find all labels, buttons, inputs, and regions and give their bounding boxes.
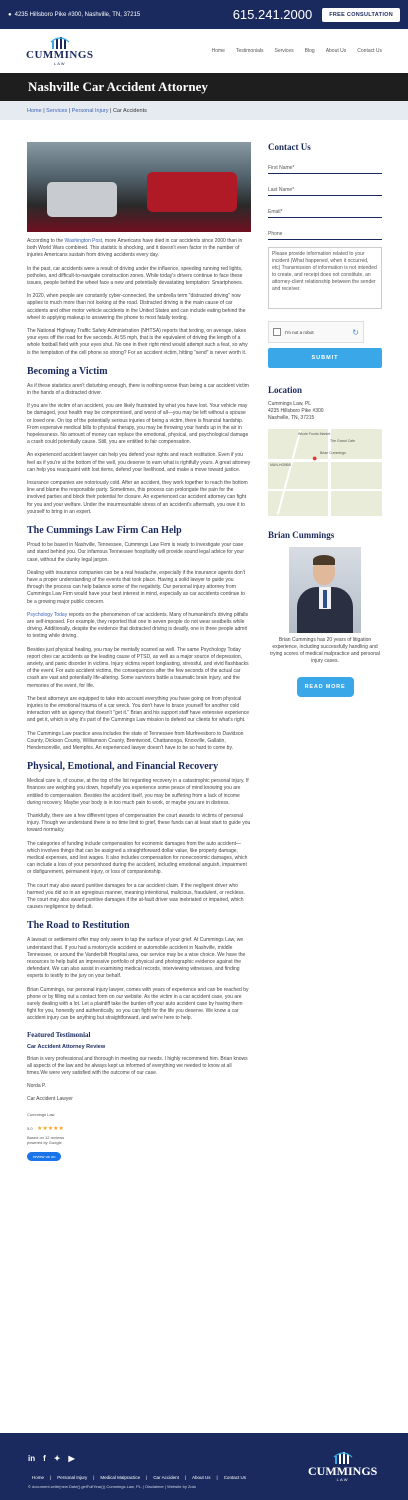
article-paragraph: The categories of funding include compensation for economic damages from the auto accident—which involves things that can be assigned a straightforward dollar value, like property damage, medical expenses, and lost wages. It also includes compensation for noneconomic damages, which can include a loss of your personhood during the accident, including emotional anguish, impairment or disfigurement, permanent injury, or loss of companionship.	[27, 840, 248, 876]
article-paragraph: Thankfully, there are a few different types of compensation the court awards to victims of personal injury. Though we understand there is no time limit to grief, these funds can at least start to guide you toward normalcy.	[27, 812, 251, 834]
section-heading: The Road to Restitution	[27, 920, 130, 932]
footer-link-car-accident[interactable]: Car Accident	[153, 1475, 179, 1480]
article-paragraph: Insurance companies are notoriously cold. After an accident, they work together to reach the bottom line and blame the responsible party. Sometimes, this process can prolongate the pain for the involved parties and block their potential for closure. An experienced car accident attorney can fight for you and your welfare. Under the insurmountable stress of an accident's aftermath, you owe it to yourself to bring in an expert.	[27, 480, 248, 515]
footer-logo[interactable]	[308, 1451, 377, 1482]
google-review-badge[interactable]	[27, 1112, 97, 1163]
footer-link-home[interactable]: Home	[32, 1475, 45, 1480]
article-paragraph: A lawsuit or settlement offer may only seem to tap the surface of your grief. At Cummings Law, we understand that. If you had a motorcycle accident or automobile accident in Nashville, middle Tennessee, or around the Vanderbilt Hospital area, our service may be a wise choice. We have the resources to help build an impressive portfolio of physical and photographic evidence against the defendant. We can also assist in examining medical records, interviewing witnesses, and finding experts to testify to the jury on your behalf.	[27, 937, 246, 980]
testimonial-heading: Featured Testimonial	[27, 1030, 91, 1039]
washington-post-link[interactable]: Washington Post	[64, 238, 103, 244]
footer-links: Home | Personal Injury | Medical Malpractice | Car Accident | About Us | Contact Us	[32, 1475, 246, 1480]
logo-sub: LAW	[54, 61, 66, 66]
contact-title: Contact Us	[268, 142, 311, 152]
nav-services[interactable]: Services	[274, 48, 294, 54]
article-paragraph: Brian Cummings, our personal injury lawyer, comes with years of experience and can be reached by phone or by filling out a contact form on our website. As the victim in a car accident case, you are surely dealing with a lot. Let a plaintiff take the burden off your auto accident case by having them fight for you, honestly and authentically, so you can fight for the life you deserve. We know a car accident injury can be anything but straightforward, and we're here to help.	[27, 986, 249, 1022]
page-hero	[0, 73, 408, 101]
site-logo[interactable]	[26, 36, 94, 66]
map-label: Brian Cummings	[320, 451, 346, 455]
header-address: 4235 Hillsboro Pike #300, Nashville, TN, 37215	[14, 11, 141, 18]
article-paragraph: Medical care is, of course, at the top of the list regarding recovery in a catastrophic personal injury. If finances are weighing you down, hopefully you experience some peace of mind knowing you are entitled to compensation. Besides the accident itself, you may be suffering from a lack of income during recovery. Maybe your body is in too much pain to work, or maybe you are in distress.	[27, 778, 249, 806]
article-paragraph: According to the Washington Post, more Americans have died in car accidents since 2000 than in both World Wars combined. This statistic is shocking, and it doesn't even factor in the number of injuries Americans sustain from driving accidents every day.	[27, 238, 243, 259]
article-paragraph: In 2020, when people are constantly cyber-connected, the umbrella term "distracted driving" now applies to much more than not looking at the road. Distracted driving is the main cause of car accidents and other motor vehicle accidents in the United States and can include eating behind the wheel to applying makeup to answering the phone to most fatally texting.	[27, 293, 246, 321]
footer-link-medical-malpractice[interactable]: Medical Malpractice	[100, 1475, 141, 1480]
psychology-today-link[interactable]: Psychology Today	[27, 611, 68, 618]
address-bar	[8, 12, 140, 18]
article-paragraph: Dealing with insurance companies can be a real headache, especially if the insurance agents don't have a proper understanding of the events that took place. Having a solid lawyer to guide you through the process can help balance some of the negativity. Our personal injury attorney from Cummings Law Firm would have your best interest in mind, especially as car accidents continue to be a growing major public concern.	[27, 569, 246, 605]
read-more-button[interactable]: READ MORE	[297, 677, 354, 697]
breadcrumb-personal-injury[interactable]: Personal Injury	[71, 108, 109, 114]
page-title: Nashville Car Accident Attorney	[28, 79, 208, 94]
location-title: Location	[268, 385, 303, 395]
breadcrumb	[0, 101, 408, 120]
footer-logo-sub: LAW	[336, 1477, 349, 1482]
breadcrumb-sep: |	[67, 108, 72, 114]
map-label: MAN-HOBBS	[270, 463, 292, 467]
article-paragraph: In the past, car accidents were a result of driving under the influence, speeding running red lights, potholes, and difficult-to-navigate construction zones. While today's drivers continue to face these issues, people behind the wheel face a new and potentially devastating temptation: Smartphones.	[27, 265, 243, 287]
map-pin-icon: ●	[8, 11, 12, 18]
recaptcha-checkbox[interactable]	[273, 328, 281, 336]
linkedin-icon[interactable]: in	[28, 1454, 36, 1463]
location-address: Cummings Law, PL 4235 Hillsboro Pike #300 Nashville, TN, 37215	[268, 401, 324, 421]
article-paragraph: Psychology Today reports on the phenomenon of car accidents. Many of humankind's driving pitfalls are self-imposed. For example, they reported that one in seven people do not wear seatbelts while driving. Additionally, despite the evidence that distracted driving is deadly, one in three people admit to texting while driving.	[27, 611, 248, 640]
nav-home[interactable]: Home	[211, 48, 225, 54]
article	[27, 142, 251, 1163]
reviewer-name: Norda P.	[27, 1083, 47, 1090]
section-heading: The Cummings Law Firm Can Help	[27, 525, 182, 537]
map-label: The Grand Cafe	[330, 439, 356, 443]
article-paragraph: The court may also award punitive damages for a car accident claim. If the negligent driver who harmed you did so in an egregious manner, meaning intentional, malicious, fraudulent, or reckless. The court may also award punitive damages if the at-fault driver was inebriated or impaired, which causes negligence by default.	[27, 882, 245, 911]
review-title: Car Accident Attorney Review	[27, 1043, 106, 1050]
testimonial-text: Brian is very professional and thorough in meeting our needs. I highly recommend him. Brian knows all aspects of the law and he always kept us informed of everything we needed to know at all times.We were very satisfied with the outcome of our case.	[27, 1055, 248, 1077]
breadcrumb-current: Car Accidents	[112, 108, 147, 114]
badge-title: Cummings Law	[27, 1111, 55, 1117]
nav-menu	[212, 48, 382, 54]
badge-powered: powered by Google	[27, 1139, 62, 1145]
first-name-field[interactable]: First Name*	[268, 152, 382, 174]
bio-title: Brian Cummings	[268, 530, 335, 540]
bio-text: Brian Cummings has 20 years of litigation experience, including successfully handling and trying scores of medical malpractice and personal injury cases.	[270, 637, 380, 664]
top-bar	[0, 0, 408, 29]
twitter-icon[interactable]: ✦	[53, 1454, 61, 1463]
breadcrumb-home[interactable]: Home	[27, 108, 42, 114]
message-textarea[interactable]: Please provide information related to your incident (What happened, when it occurred, etc) Transmission of information is not intended to create, and receipt does not constitute, an attorney-client relationship between the sender and receiver.	[268, 247, 382, 309]
article-paragraph: If you are the victim of an accident, you are likely frustrated by what you have lost. Your vehicle may be damaged, your health may be compromised, and worst of all—you may be left without a spouse or loved one. On top of the potentially serious injuries of being a victim, there is financial hardship. From expensive medical bills to physical therapy, you may be throwing your hands up in the air in hopelessness. No amount of money can replace the emotional, physical, and psychological damage a crash could potentially cause. Still, you are entitled to fair compensation.	[27, 403, 249, 446]
article-paragraph: Besides just physical healing, you may be mentally scarred as well. The same Psychology Today report cites car accidents as the leading cause of PTSD, as well as a major source of depression, anxiety, and panic disorder in victims. Injury victims report longlasting, stressful, and vivid flashbacks of the event. For auto accident victims, the consequences after the few seconds of the actual car crash are vast and potentially life-altering. Some survivors battle a traumatic brain injury, and the memories of the event, for life.	[27, 646, 249, 689]
recaptcha-label: I'm not a robot	[285, 329, 314, 335]
map-pin-icon: ●	[312, 453, 318, 463]
copyright: © document.write(new Date().getFullYear()) Cummings Law, PL. | Disclaimer | Website by Zola	[28, 1484, 196, 1489]
section-heading: Physical, Emotional, and Financial Recovery	[27, 761, 219, 773]
article-paragraph: The National Highway Traffic Safety Administration (NHTSA) reports that texting, on average, takes your eyes off the road for five seconds. At 55 mph, that is the equivalent of driving the length of a whole football field with your eyes shut. No one in their right mind would attempt such a feat, so why is the temptation of the cell phone so strong? For an accident victim, hitting "send" is never worth it.	[27, 328, 248, 356]
sidebar	[268, 142, 382, 697]
recaptcha-logo-icon: ↻	[352, 327, 359, 337]
car-accident-photo	[27, 142, 251, 232]
article-paragraph: Proud to be based in Nashville, Tennessee, Cummings Law Firm is ready to investigate your case and stand behind you. Our infamous Tennessee hospitality will provide sound legal advice for your case, without the clunky legal jargon.	[27, 542, 244, 563]
article-paragraph: The Cummings Law practice area includes the state of Tennessee from Murfreesboro to Davidson County, Dickson County, Williamson County, Brentwood, Chattanooga, Knoxville, Gallatin, Hendersonville, and Memphis. An experienced lawyer doesn't have to be so hard to come by.	[27, 730, 244, 751]
logo-name: CUMMINGS	[26, 49, 94, 61]
header-phone[interactable]: 615.241.2000	[232, 7, 313, 22]
nav-about[interactable]: About Us	[325, 48, 347, 54]
social-links	[28, 1454, 75, 1463]
footer-link-about[interactable]: About Us	[192, 1475, 211, 1480]
main-nav	[0, 29, 408, 73]
free-consultation-button[interactable]: FREE CONSULTATION	[322, 8, 400, 22]
article-paragraph: An experienced accident lawyer can help you defend your rights and reach restitution. Even if you feel as if you're at the bottom of the well, you deserve to earn what is rightfully yours. A great attorney can help you reacquaint with lost items, defend your livelihood, and make a move toward justice.	[27, 452, 251, 473]
nav-blog[interactable]: Blog	[304, 48, 315, 54]
footer-link-personal-injury[interactable]: Personal Injury	[57, 1475, 88, 1480]
footer	[0, 1433, 408, 1500]
badge-count: Based on 12 reviews	[27, 1134, 65, 1140]
review-type: Car Accident Lawyer	[27, 1096, 73, 1103]
logo-emblem-icon	[49, 36, 71, 50]
breadcrumb-services[interactable]: Services	[46, 108, 68, 114]
email-field[interactable]: Email*	[268, 196, 382, 218]
attorney-portrait	[289, 547, 361, 633]
phone-field[interactable]: Phone	[268, 218, 382, 240]
submit-button[interactable]: SUBMIT	[268, 348, 382, 368]
facebook-icon[interactable]: f	[43, 1454, 46, 1463]
breadcrumb-sep: |	[108, 108, 113, 114]
youtube-icon[interactable]: ▶	[68, 1454, 75, 1463]
badge-score: 5.0	[27, 1125, 33, 1131]
article-paragraph: As if these statistics aren't disturbing enough, there is nothing worse than being a car accident victim in the hands of a distracted driver.	[27, 382, 249, 397]
section-heading: Becoming a Victim	[27, 365, 108, 377]
map-label: Whole Foods Market	[298, 432, 331, 436]
recaptcha[interactable]	[268, 321, 364, 343]
location-map[interactable]	[268, 429, 382, 516]
logo-emblem-icon	[331, 1451, 355, 1465]
footer-link-contact[interactable]: Contact Us	[223, 1475, 246, 1480]
review-us-button[interactable]: review us on	[27, 1152, 61, 1161]
footer-logo-name: CUMMINGS	[308, 1464, 378, 1478]
nav-testimonials[interactable]: Testimonials	[235, 48, 264, 54]
breadcrumb-sep: |	[41, 108, 47, 114]
last-name-field[interactable]: Last Name*	[268, 174, 382, 196]
article-paragraph: The best attorneys are equipped to take into account everything you have going on from physical injuries to the emotional trauma of a car wreck. You don't have to brace yourself for another cold interaction with an agency that doesn't "get it." Brian and his support staff have extensive experience and get it, which is why it's part of the Cummings Law mission to defend our clients for what's right.	[27, 695, 250, 724]
nav-contact[interactable]: Contact Us	[357, 48, 382, 54]
star-rating-icon: ★★★★★	[37, 1125, 64, 1132]
